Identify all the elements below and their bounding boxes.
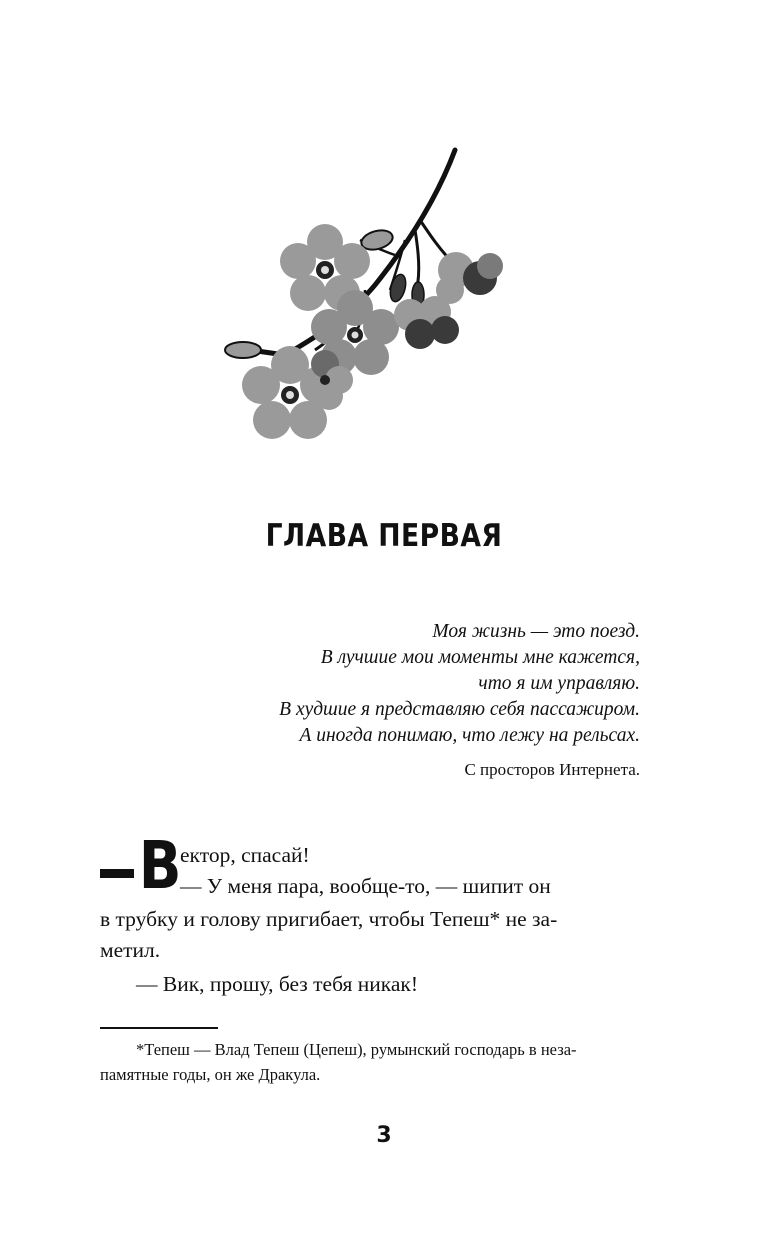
epigraph-line: В лучшие мои моменты мне кажется, xyxy=(320,647,640,668)
footnote-divider xyxy=(100,1027,218,1029)
page-number: 3 xyxy=(376,1123,392,1148)
drop-cap xyxy=(100,827,182,907)
body-line: — Вик, прошу, без тебя никак! xyxy=(136,972,419,996)
epigraph-line: В худшие я представляю себя пассажиром. xyxy=(279,699,640,720)
footnote-line: *Тепеш — Влад Тепеш (Цепеш), румынский господарь в неза- xyxy=(136,1040,577,1059)
drop-cap-letter: В xyxy=(138,827,182,904)
epigraph-line: что я им управляю. xyxy=(478,673,640,694)
body-line: метил. xyxy=(100,938,161,962)
epigraph-line: Моя жизнь — это поезд. xyxy=(432,621,640,642)
drop-cap-dash xyxy=(100,869,134,878)
chapter-title: ГЛАВА ПЕРВАЯ xyxy=(265,518,503,554)
epigraph xyxy=(279,619,640,783)
body-line: в трубку и голову пригибает, чтобы Тепеш* не за- xyxy=(100,907,558,931)
body-line: ектор, спасай! xyxy=(180,843,310,867)
epigraph-line: А иногда понимаю, что лежу на рельсах. xyxy=(299,725,640,746)
footnote xyxy=(100,1037,640,1087)
cherry-blossom-branch-icon xyxy=(215,140,525,450)
epigraph-source: С просторов Интернета. xyxy=(464,760,640,779)
body-line: — У меня пара, вообще-то, — шипит он xyxy=(180,874,551,898)
footnote-line: памятные годы, он же Дракула. xyxy=(100,1065,321,1084)
